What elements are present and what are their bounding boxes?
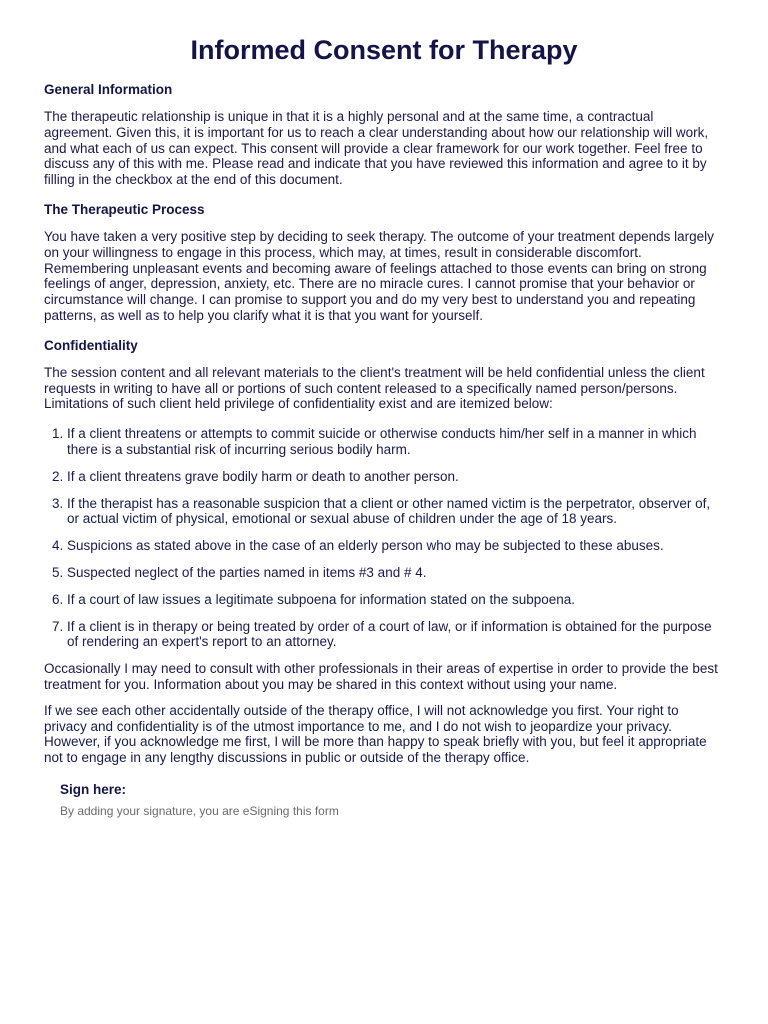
list-item: 6. If a court of law issues a legitimate subpoena for information stated on the subpoena. [67, 592, 724, 608]
esign-note: By adding your signature, you are eSigning this form [60, 803, 339, 818]
list-item: 1. If a client threatens or attempts to commit suicide or otherwise conducts him/her self in a manner in which there is a substantial risk of incurring serious bodily harm. [67, 426, 724, 458]
page-title: Informed Consent for Therapy [190, 35, 578, 65]
paragraph-consultation: Occasionally I may need to consult with other professionals in their areas of expertise in order to provide the best treatment for you. Information about you may be shared in this context without using your name. [44, 661, 718, 692]
section-heading-confidentiality: Confidentiality [44, 337, 138, 353]
paragraph-outside-office: If we see each other accidentally outside of the therapy office, I will not acknowledge you first. Your right to privacy and confidentiality is of the utmost importance to me, and I do not wish to jeopardize your privacy. However, if you acknowledge me first, I will be more than happy to speak briefly with you, but feel it appropriate not to engage in any lengthy discussions in public or outside of the therapy office. [44, 702, 707, 766]
confidentiality-limits-list [44, 426, 724, 650]
list-item: 7. If a client is in therapy or being treated by order of a court of law, or if information is obtained for the purpose of rendering an expert's report to an attorney. [67, 619, 724, 651]
list-item: 4. Suspicions as stated above in the case of an elderly person who may be subjected to these abuses. [67, 538, 724, 554]
list-item: 3. If the therapist has a reasonable suspicion that a client or other named victim is the perpetrator, observer of, or actual victim of physical, emotional or sexual abuse of children under the age of 18 years. [67, 496, 724, 528]
paragraph-process-1: You have taken a very positive step by deciding to seek therapy. The outcome of your treatment depends largely on your willingness to engage in this process, which may, at times, result in considerable discomfort. Remembering unpleasant events and becoming aware of feelings attached to those events can bring on strong feelings of anger, depression, anxiety, etc. There are no miracle cures. I cannot promise that your behavior or circumstance will change. I can promise to support you and do my very best to understand you and repeating patterns, as well as to help you clarify what it is that you want for yourself. [44, 228, 714, 323]
section-heading-process: The Therapeutic Process [44, 201, 205, 217]
paragraph-confidentiality-1: The session content and all relevant materials to the client's treatment will be held confidential unless the client requests in writing to have all or portions of such content released to a specifically named person/persons. Limitations of such client held privilege of confidentiality exist and are itemized below: [44, 364, 705, 412]
list-item: 2. If a client threatens grave bodily harm or death to another person. [67, 469, 724, 485]
signature-area[interactable] [60, 782, 724, 818]
list-item: 5. Suspected neglect of the parties named in items #3 and # 4. [67, 565, 724, 581]
section-heading-general: General Information [44, 82, 173, 97]
paragraph-general-1: The therapeutic relationship is unique in that it is a highly personal and at the same time, a contractual agreement. Given this, it is important for us to reach a clear understanding about how our relationship will work, and what each of us can expect. This consent will provide a clear framework for our work together. Feel free to discuss any of this with me. Please read and indicate that you have reviewed this information and agree to it by filling in the checkbox at the end of this document. [44, 109, 709, 188]
sign-here-label: Sign here: [60, 781, 127, 797]
